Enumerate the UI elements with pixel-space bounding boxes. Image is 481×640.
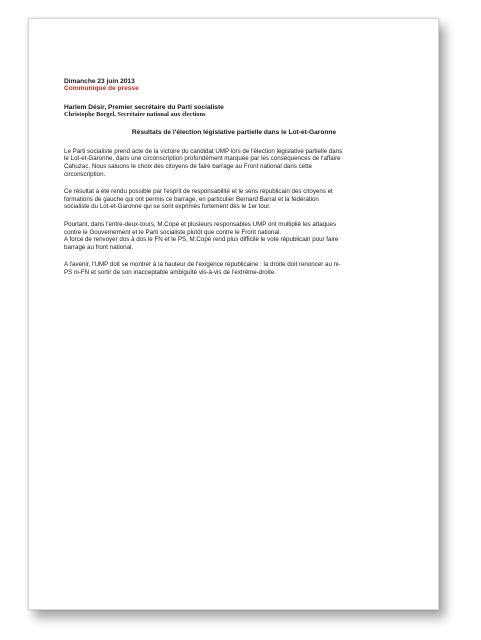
paragraph-line: circonscription.	[64, 170, 106, 178]
author-line: Harlem Désir, Premier secrétaire du Parti socialiste	[64, 103, 224, 111]
release-type: Communiqué de presse	[64, 85, 139, 93]
document-page	[28, 18, 439, 610]
paragraph-2	[64, 188, 404, 211]
paragraph-4	[64, 236, 404, 251]
coauthor-line: Christophe Borgel, Secrétaire national aux élections	[64, 111, 206, 119]
release-title: Résultats de l'élection législative partielle dans le Lot-et-Garonne	[131, 129, 337, 137]
paragraph-line: contre le Gouvernement et le Parti socialiste plutôt que contre le Front national.	[64, 228, 282, 236]
paragraph-1	[64, 148, 404, 178]
paragraph-line: barrage au front national.	[64, 243, 134, 251]
paragraph-line: Pourtant, dans l'entre-deux-tours, M.Copé et plusieurs responsables UMP ont multiplié les attaques	[64, 220, 337, 228]
paragraph-line: le Lot-et-Garonne, dans une circonscription profondément marquée par les conséquences de l'affaire	[64, 155, 341, 163]
press-release-content	[64, 78, 404, 277]
paragraph-line: Cahuzac. Nous saluons le choix des citoyens de faire barrage au Front national dans cette	[64, 163, 312, 171]
paragraph-line: PS ni-FN et sortir de son inacceptable ambiguïté vis-à-vis de l'extrême-droite.	[64, 268, 276, 276]
paragraph-line: Le Parti socialiste prend acte de la victoire du candidat UMP lors de l'élection législative partielle dans	[64, 147, 343, 155]
release-date: Dimanche 23 juin 2013	[64, 78, 135, 85]
paragraph-3	[64, 221, 404, 236]
paragraph-line: A force de renvoyer dos à dos le FN et le PS, M.Copé rend plus difficile le vote républicain pour faire	[64, 236, 339, 244]
paragraph-line: A l'avenir, l'UMP doit se montrer à la hauteur de l'exigence républicaine : la droite doit renoncer au ni-	[64, 261, 341, 269]
paragraph-line: Ce résultat a été rendu possible par l'esprit de responsabilité et le sens républicain des citoyens et	[64, 188, 333, 196]
paragraph-line: formations de gauche qui ont permis ce barrage, en particulier Bernard Barral et la fédération	[64, 195, 319, 203]
paragraph-line: socialiste du Lot-et-Garonne qui se sont exprimés fortement dès le 1er tour.	[64, 203, 271, 211]
paragraph-5	[64, 261, 404, 276]
